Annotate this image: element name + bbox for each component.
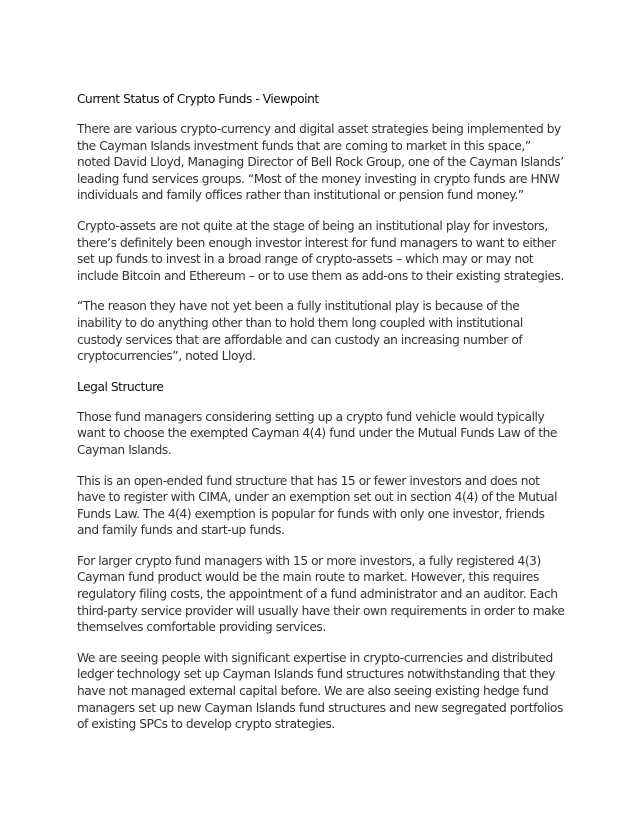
section-heading-current-status: Current Status of Crypto Funds - Viewpoint (77, 92, 319, 106)
paragraph-crypto-assets: Crypto-assets are not quite at the stage of being an institutional play for investors, there’s definitely been enough investor interest for fund managers to want to either set up funds to invest in a broad range of crypto-assets – which may or may not include Bitcoin and Ethereum – or to use them as add-ons to their existing strategies. (77, 218, 564, 283)
paragraph-registered-fund: For larger crypto fund managers with 15 or more investors, a fully registered 4(3) Cayman fund product would be the main route to market. However, this requires regulatory filing costs, the appointment of a fund administrator and an auditor. Each third-party service provider will usually have their own requirements in order to make themselves comfortable providing services. (77, 553, 565, 635)
paragraph-exempted-fund: Those fund managers considering setting up a crypto fund vehicle would typically want to choose the exempted Cayman 4(4) fund under the Mutual Funds Law of the Cayman Islands. (77, 409, 557, 457)
paragraph-expertise: We are seeing people with significant expertise in crypto-currencies and distributed ledger technology set up Cayman Islands fund structures notwithstanding that they have not managed external capital before. We are also seeing existing hedge fund managers set up new Cayman Islands fund structures and new segregated portfolios of existing SPCs to develop crypto strategies. (77, 650, 563, 732)
paragraph-institutional-play: “The reason they have not yet been a fully institutional play is because of the inability to do anything other than to hold them long coupled with institutional custody services that are affordable and can custody an increasing number of cryptocurrencies”, noted Lloyd. (77, 299, 523, 364)
document-body (77, 91, 567, 747)
paragraph-intro-lloyd: There are various crypto-currency and digital asset strategies being implemented by the Cayman Islands investment funds that are coming to market in this space,” noted David Lloyd, Managing Director of Bell Rock Group, one of the Cayman Islands’ leading fund services groups. “Most of the money investing in crypto funds are HNW individuals and family offices rather than institutional or pension fund money.” (77, 122, 564, 203)
paragraph-open-ended-structure: This is an open-ended fund structure that has 15 or fewer investors and does not have to register with CIMA, under an exemption set out in section 4(4) of the Mutual Funds Law. The 4(4) exemption is popular for funds with only one investor, friends and family funds and start-up funds. (77, 473, 558, 538)
section-heading-legal-structure: Legal Structure (77, 379, 164, 394)
